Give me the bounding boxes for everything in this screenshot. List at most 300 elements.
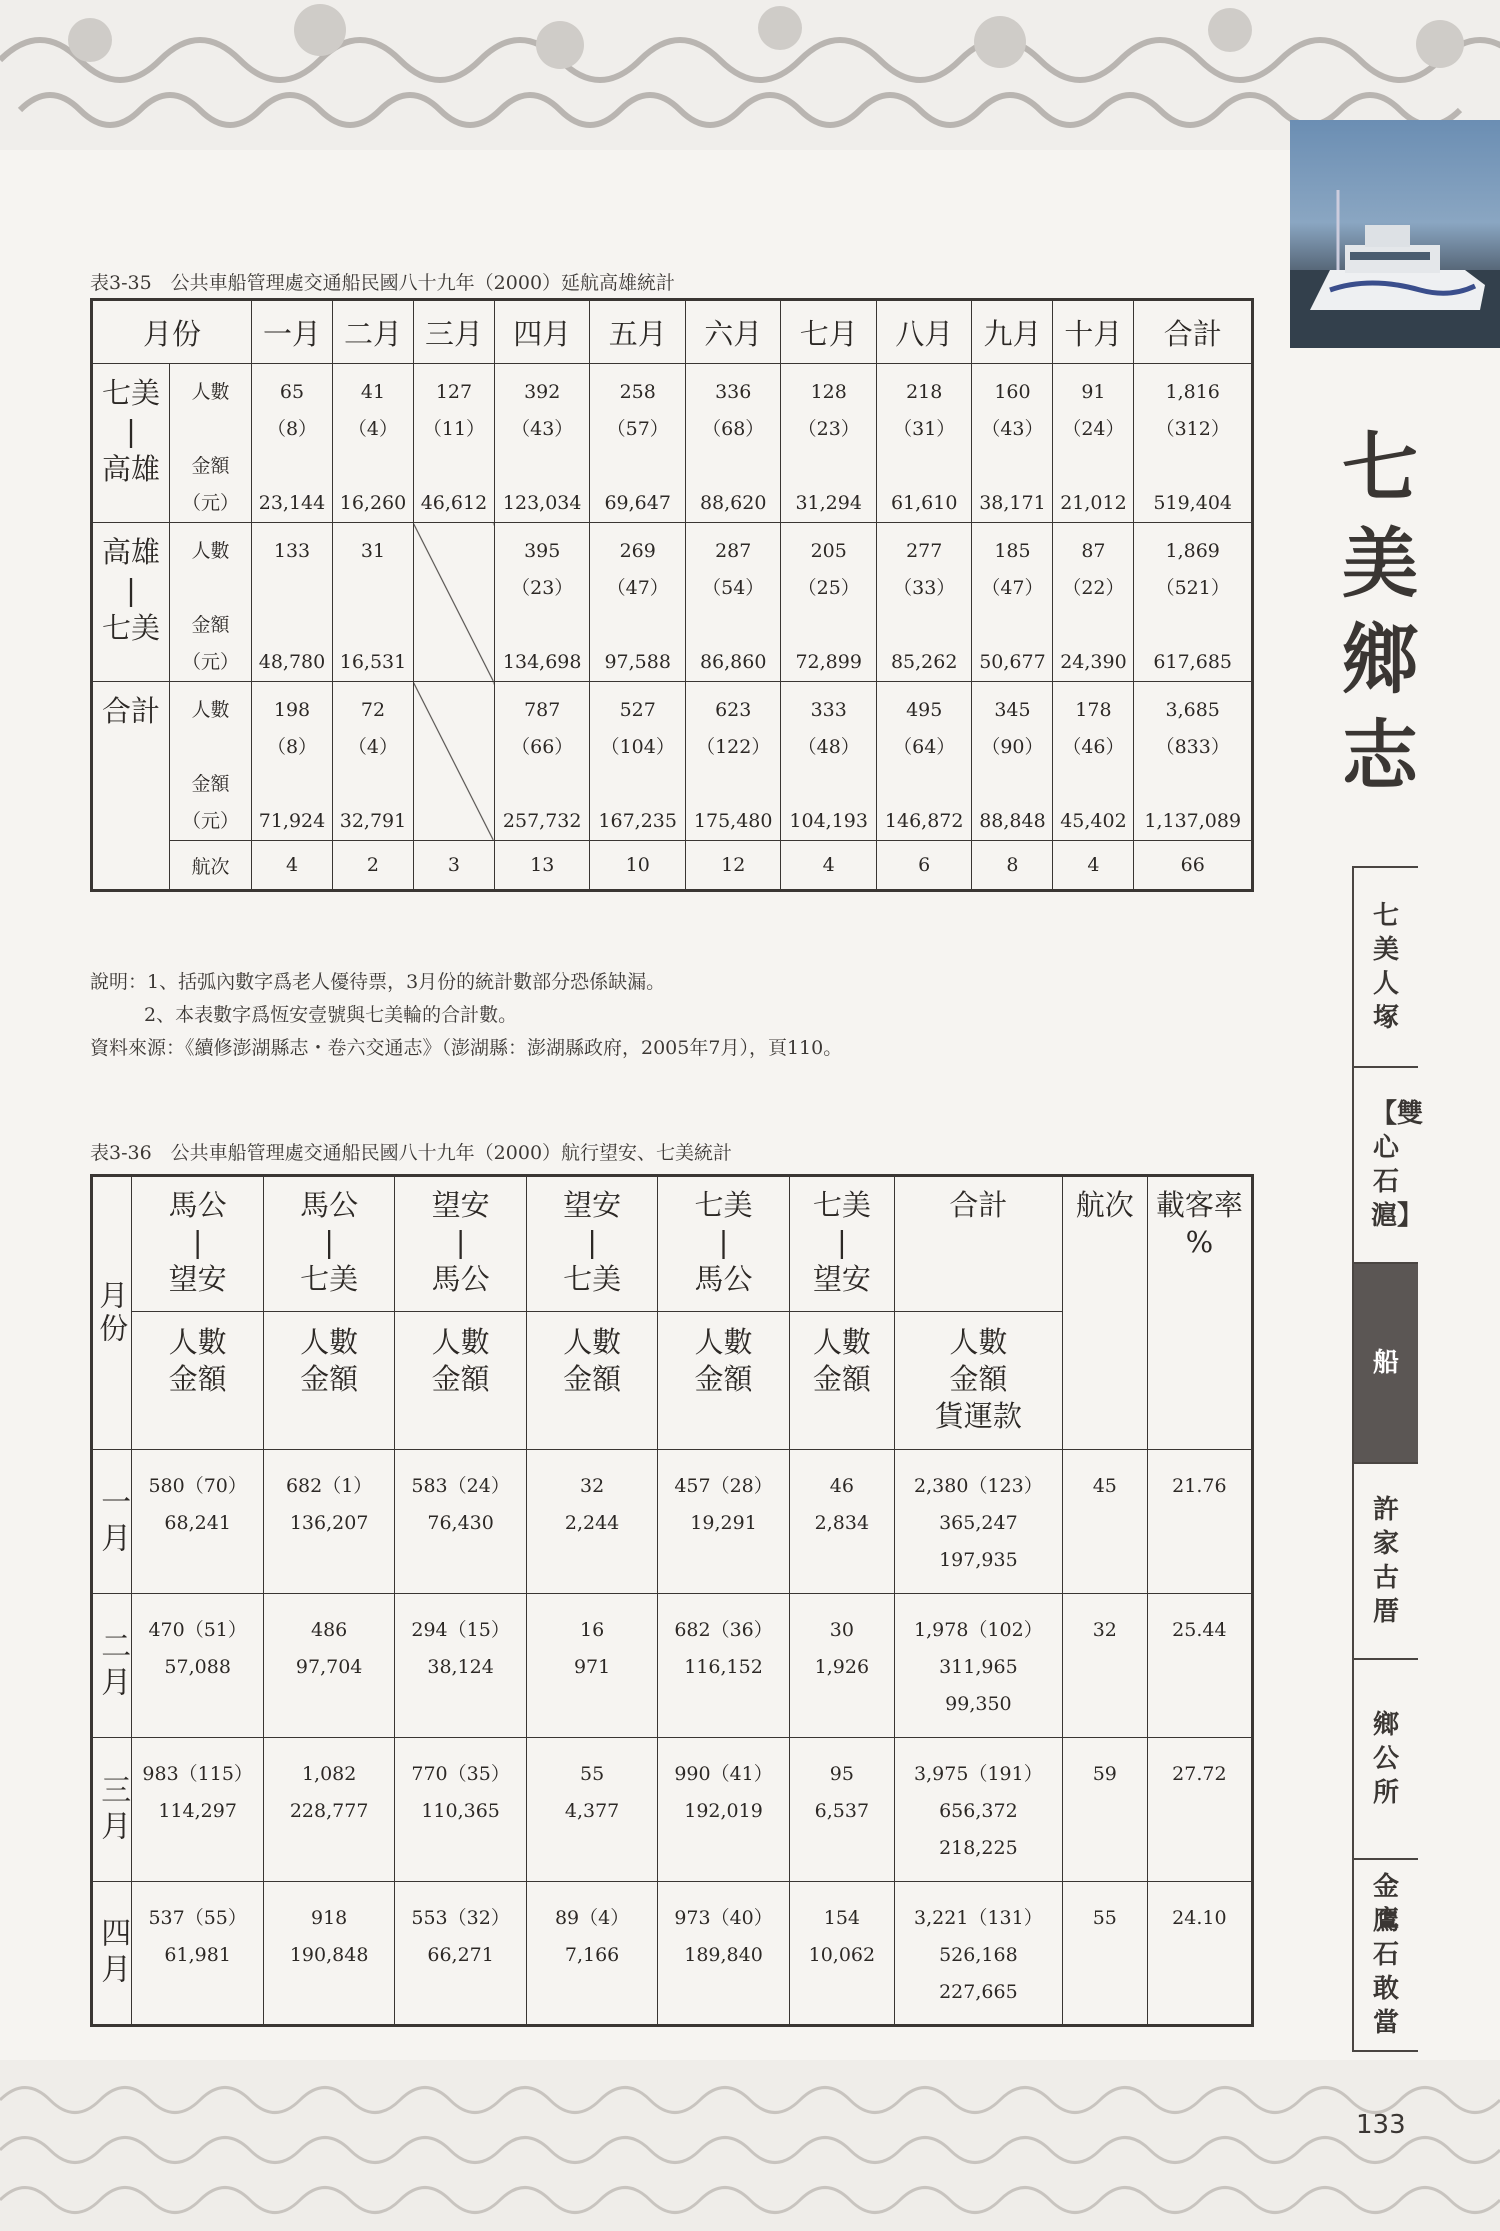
cell-spacer (333, 766, 413, 803)
title-char: 鄉 (1342, 615, 1418, 704)
route-header (526, 1176, 657, 1312)
unit-label: 金額 (431, 1362, 490, 1396)
data-cell (413, 523, 494, 682)
route-header (132, 1176, 263, 1312)
route-header (263, 1176, 394, 1312)
cell-people: 178 (1075, 699, 1112, 721)
cell-amount: 71,924 (258, 810, 326, 832)
cell-spacer (877, 448, 972, 485)
route-header-part: | (836, 1225, 847, 1259)
cell-amount: 76,430 (427, 1512, 494, 1534)
data-cell (1134, 364, 1253, 523)
cell-amount: 46,612 (420, 492, 488, 514)
route-cell (526, 1450, 657, 1594)
measure-label: （元） (181, 651, 239, 673)
cloud-decoration-top (0, 0, 1500, 150)
data-cell (972, 682, 1053, 841)
route-cell (789, 1450, 894, 1594)
cell-amount: 16,531 (339, 651, 407, 673)
data-cell (1053, 523, 1134, 682)
units-header (263, 1312, 394, 1450)
units-header (789, 1312, 894, 1450)
route-header-part: | (718, 1225, 729, 1259)
cell-spacer (1134, 448, 1251, 485)
route-cell (658, 1594, 789, 1738)
cell-spacer (495, 448, 590, 485)
table35-trips-row (92, 841, 1253, 891)
cell-spacer (414, 766, 494, 803)
note-line: 說明：1、括弧內數字爲老人優待票，3月份的統計數部分恐係缺漏。 (90, 971, 666, 993)
cell-amount: 2,244 (564, 1512, 620, 1534)
cell-people: 16 (579, 1619, 605, 1641)
note-line: 2、本表數字爲恆安壹號與七美輪的合計數。 (144, 1004, 518, 1026)
cell-people: 294（15） (411, 1619, 510, 1641)
cell-spacer (495, 766, 590, 803)
table35-group-row (92, 364, 1253, 523)
units-header (395, 1312, 526, 1450)
title-char: 志 (1342, 711, 1418, 800)
cell-elders: （54） (702, 577, 765, 599)
cell-amount: 32,791 (339, 810, 407, 832)
cell-people: 787 (524, 699, 561, 721)
load-rate-cell: 21.76 (1147, 1450, 1252, 1594)
table36-month-row (92, 1738, 1253, 1882)
cell-amount: 617,685 (1153, 651, 1232, 673)
note-line: 資料來源：《續修澎湖縣志・卷六交通志》（澎湖縣：澎湖縣政府，2005年7月），頁110。 (90, 1037, 843, 1059)
cell-people: 682（36） (674, 1619, 773, 1641)
header-cell: 六月 (685, 300, 781, 364)
total-value: 311,965 (939, 1656, 1018, 1678)
measure-label: 金額 (191, 614, 230, 636)
route-cell (789, 1594, 894, 1738)
cell-amount: 123,034 (502, 492, 582, 514)
cell-people (414, 533, 494, 570)
header-cell: 月份 (92, 300, 252, 364)
cell-amount: 88,848 (979, 810, 1046, 832)
route-header-part: 望安 (812, 1262, 871, 1296)
load-rate-label: 載客率 (1155, 1188, 1243, 1222)
data-cell (590, 523, 686, 682)
cell-spacer (972, 448, 1052, 485)
month-label: 三月 (92, 1738, 132, 1882)
cell-people: 91 (1081, 381, 1106, 403)
cell-people: 198 (273, 699, 311, 721)
cell-elders (414, 570, 494, 607)
cell-amount: 86,860 (699, 651, 767, 673)
route-cell (263, 1738, 394, 1882)
total-value: 3,221（131） (914, 1907, 1043, 1929)
cell-elders: （11） (422, 418, 486, 440)
route-header-part: 馬公 (431, 1262, 490, 1296)
header-cell: 三月 (413, 300, 494, 364)
cell-amount: 21,012 (1060, 492, 1127, 514)
route-cell (789, 1738, 894, 1882)
cell-amount: 175,480 (693, 810, 773, 832)
table35-header-row (92, 300, 1253, 364)
tab-twin-hearts-weir[interactable]: 【雙心石滬】 (1354, 1068, 1418, 1264)
cell-people: 185 (994, 540, 1031, 562)
cell-amount: 167,235 (598, 810, 677, 832)
measure-label (170, 570, 251, 607)
route-header (789, 1176, 894, 1312)
cell-elders: （8） (266, 736, 318, 758)
route-header (658, 1176, 789, 1312)
cell-spacer (686, 607, 781, 644)
cell-people: 41 (360, 381, 386, 403)
trips-header: 航次 (1062, 1176, 1147, 1450)
cell-elders: （23） (511, 577, 574, 599)
data-cell (252, 523, 333, 682)
cell-elders: （23） (797, 418, 860, 440)
cell-spacer (781, 607, 876, 644)
table35-group-row (92, 523, 1253, 682)
route-header-part: 七美 (694, 1188, 753, 1222)
trips-cell: 55 (1062, 1882, 1147, 2026)
cell-elders: （833） (1155, 736, 1230, 758)
cell-elders: （122） (696, 736, 771, 758)
unit-label: 人數 (949, 1325, 1008, 1359)
route-cell (658, 1450, 789, 1594)
measure-label: （元） (181, 492, 239, 514)
cell-people: 32 (579, 1475, 605, 1497)
trips-cell: 59 (1062, 1738, 1147, 1882)
cell-elders (252, 570, 332, 607)
cell-elders: （47） (606, 577, 669, 599)
cell-spacer (972, 766, 1052, 803)
cell-people: 277 (906, 540, 943, 562)
cell-spacer (414, 448, 494, 485)
data-cell (413, 682, 494, 841)
cell-spacer (333, 448, 413, 485)
route-cell (658, 1738, 789, 1882)
route-label-part: | (126, 414, 136, 448)
title-char: 美 (1342, 519, 1418, 608)
header-cell: 七月 (781, 300, 877, 364)
cell-people: 1,869 (1165, 540, 1220, 562)
route-header (395, 1176, 526, 1312)
route-label (92, 364, 170, 523)
data-cell (781, 682, 877, 841)
cell-amount: 519,404 (1153, 492, 1232, 514)
cell-amount: 971 (573, 1656, 611, 1678)
tab-hsu-house[interactable]: 許家古厝 (1354, 1464, 1418, 1660)
cell-elders: （31） (893, 418, 956, 440)
cell-amount: 57,088 (164, 1656, 231, 1678)
cell-amount: 136,207 (289, 1512, 369, 1534)
cell-elders (333, 570, 413, 607)
total-cell (894, 1882, 1062, 2026)
measure-label (170, 411, 251, 448)
cell-amount: 10,062 (808, 1944, 876, 1966)
route-cell (263, 1594, 394, 1738)
unit-label: 人數 (694, 1325, 753, 1359)
wave-decoration-bottom (0, 2060, 1500, 2231)
total-value: 656,372 (939, 1800, 1018, 1822)
measure-label: （元） (181, 810, 239, 832)
route-label-part: 七美 (101, 376, 160, 410)
measure-label (170, 729, 251, 766)
route-label (92, 523, 170, 682)
cell-amount: 104,193 (789, 810, 868, 832)
tab-township-office[interactable]: 鄉公所 (1354, 1660, 1418, 1860)
measure-label: 人數 (191, 540, 230, 562)
cell-elders: （68） (702, 418, 765, 440)
table35-notes (90, 966, 842, 1065)
route-label-part: 高雄 (101, 452, 160, 486)
trips-cell: 3 (413, 841, 494, 891)
cell-elders: （43） (981, 418, 1044, 440)
cell-elders: （57） (606, 418, 669, 440)
data-cell (413, 364, 494, 523)
cell-amount: 61,610 (890, 492, 958, 514)
cell-people: 983（115） (142, 1763, 253, 1785)
cell-elders: （90） (981, 736, 1044, 758)
unit-label: 金額 (694, 1362, 753, 1396)
total-value: 197,935 (939, 1549, 1018, 1571)
total-cell (894, 1738, 1062, 1882)
cell-amount: 85,262 (890, 651, 958, 673)
cell-elders: （312） (1155, 418, 1230, 440)
cell-people: 682（1） (285, 1475, 373, 1497)
cell-amount: 38,171 (979, 492, 1046, 514)
route-header-part: | (192, 1225, 203, 1259)
month-header: 月份 (92, 1176, 132, 1450)
cell-spacer (414, 607, 494, 644)
cell-people: 218 (906, 381, 943, 403)
cell-people: 345 (994, 699, 1031, 721)
month-label: 一月 (92, 1450, 132, 1594)
total-value: 1,978（102） (914, 1619, 1043, 1641)
cell-amount: 31,294 (795, 492, 862, 514)
cell-people: 457（28） (674, 1475, 773, 1497)
route-cell (263, 1450, 394, 1594)
total-value: 526,168 (939, 1944, 1018, 1966)
trips-cell: 32 (1062, 1594, 1147, 1738)
route-header-part: 馬公 (168, 1188, 227, 1222)
table36 (90, 1174, 1254, 2027)
tab-qimei-tomb[interactable]: 七美人塚 (1354, 868, 1418, 1068)
cell-elders (414, 729, 494, 766)
measure-label: 金額 (191, 455, 230, 477)
cell-spacer (877, 766, 972, 803)
cell-people: 392 (524, 381, 561, 403)
total-value: 365,247 (939, 1512, 1018, 1534)
unit-label: 金額 (563, 1362, 622, 1396)
tab-boat[interactable]: 船 (1354, 1264, 1418, 1464)
unit-label: 人數 (431, 1325, 490, 1359)
header-cell: 合計 (1134, 300, 1253, 364)
cell-amount: 2,834 (814, 1512, 870, 1534)
cell-elders: （8） (266, 418, 318, 440)
cell-amount: 16,260 (339, 492, 407, 514)
cell-people: 395 (524, 540, 561, 562)
cell-amount: 6,537 (814, 1800, 870, 1822)
cell-people: 3,685 (1165, 699, 1220, 721)
measure-labels (170, 364, 252, 523)
cell-elders: （48） (797, 736, 860, 758)
route-cell (658, 1882, 789, 2026)
header-cell: 一月 (252, 300, 333, 364)
cell-elders: （24） (1062, 418, 1125, 440)
total-value: 2,380（123） (914, 1475, 1043, 1497)
data-cell (332, 523, 413, 682)
route-cell (395, 1450, 526, 1594)
load-rate-header (1147, 1176, 1252, 1450)
table36-body (92, 1176, 1253, 2026)
cell-people: 55 (579, 1763, 605, 1785)
data-cell (685, 523, 781, 682)
cell-elders: （521） (1155, 577, 1230, 599)
cell-people: 269 (619, 540, 656, 562)
data-cell (1134, 682, 1253, 841)
cell-people: 1,816 (1165, 381, 1220, 403)
cell-people: 470（51） (148, 1619, 247, 1641)
route-cell (132, 1450, 263, 1594)
data-cell (685, 682, 781, 841)
data-cell (876, 523, 972, 682)
data-cell (252, 364, 333, 523)
cell-people: 128 (810, 381, 847, 403)
cell-amount: 69,647 (604, 492, 671, 514)
cell-amount: 1,137,089 (1144, 810, 1242, 832)
cell-people: 287 (715, 540, 752, 562)
cell-people: 154 (823, 1907, 860, 1929)
route-header-part: | (324, 1225, 335, 1259)
trips-cell: 6 (876, 841, 972, 891)
route-cell (132, 1882, 263, 2026)
cell-amount: 88,620 (699, 492, 767, 514)
measure-labels (170, 523, 252, 682)
data-cell (252, 682, 333, 841)
cell-people: 580（70） (148, 1475, 247, 1497)
data-cell (972, 364, 1053, 523)
cell-people: 258 (619, 381, 656, 403)
cell-people: 495 (906, 699, 943, 721)
cell-people: 537（55） (148, 1907, 247, 1929)
cell-people: 623 (715, 699, 752, 721)
unit-label: 人數 (168, 1325, 227, 1359)
cell-people: 1,082 (301, 1763, 357, 1785)
data-cell (1053, 682, 1134, 841)
data-cell (332, 682, 413, 841)
cell-spacer (1134, 607, 1251, 644)
ferry-photo (1290, 120, 1500, 348)
cell-people: 990（41） (674, 1763, 773, 1785)
trips-label: 航次 (170, 841, 252, 891)
unit-label: 人數 (812, 1325, 871, 1359)
total-header: 合計 (894, 1176, 1062, 1312)
cell-elders: （64） (893, 736, 956, 758)
route-cell (789, 1882, 894, 2026)
table35-caption: 表3-35 公共車船管理處交通船民國八十九年（2000）延航高雄統計 (90, 272, 676, 294)
table36-header-row (92, 1176, 1253, 1312)
cell-spacer (590, 607, 685, 644)
trips-cell: 4 (1053, 841, 1134, 891)
cell-amount: 97,704 (295, 1656, 363, 1678)
table35-body (92, 364, 1253, 891)
measure-label: 人數 (191, 381, 230, 403)
header-cell: 五月 (590, 300, 686, 364)
cell-amount (414, 644, 494, 681)
route-header-part: 七美 (300, 1262, 359, 1296)
tab-eagle-stone[interactable]: 金鷹石敢當 (1372, 1872, 1399, 2038)
route-cell (263, 1882, 394, 2026)
route-header-part: | (455, 1225, 466, 1259)
cell-amount: 114,297 (158, 1800, 237, 1822)
chapter-tabs (1352, 866, 1424, 2052)
cell-elders: （25） (797, 577, 860, 599)
measure-labels (170, 682, 252, 841)
route-label-part: 七美 (101, 611, 160, 645)
route-cell (132, 1594, 263, 1738)
route-label-part: 高雄 (101, 535, 160, 569)
cell-amount: 7,166 (564, 1944, 620, 1966)
cell-people: 333 (810, 699, 847, 721)
route-cell (395, 1738, 526, 1882)
trips-cell: 4 (252, 841, 333, 891)
total-units-header (894, 1312, 1062, 1450)
cell-amount: 50,677 (979, 651, 1046, 673)
cell-spacer (333, 607, 413, 644)
load-rate-cell: 25.44 (1147, 1594, 1252, 1738)
cell-people: 133 (273, 540, 311, 562)
header-cell: 二月 (332, 300, 413, 364)
cell-people: 127 (435, 381, 473, 403)
cell-amount: 134,698 (502, 651, 582, 673)
cell-people: 553（32） (411, 1907, 510, 1929)
unit-label: 金額 (300, 1362, 359, 1396)
table35 (90, 298, 1254, 892)
data-cell (781, 364, 877, 523)
cell-people: 973（40） (674, 1907, 773, 1929)
data-cell (332, 364, 413, 523)
cell-people: 31 (360, 540, 386, 562)
unit-label: 金額 (812, 1362, 871, 1396)
unit-label: 貨運款 (934, 1399, 1022, 1433)
route-header-part: 馬公 (694, 1262, 753, 1296)
cell-people (414, 692, 494, 729)
cell-spacer (1053, 607, 1133, 644)
cell-amount: 110,365 (421, 1800, 500, 1822)
total-value: 3,975（191） (914, 1763, 1043, 1785)
cell-people: 30 (829, 1619, 854, 1641)
cell-people: 46 (829, 1475, 854, 1497)
cell-elders: （43） (511, 418, 574, 440)
cell-amount: 45,402 (1060, 810, 1127, 832)
cell-spacer (781, 766, 876, 803)
title-char: 七 (1342, 423, 1418, 512)
measure-label: 人數 (191, 699, 230, 721)
data-cell (972, 523, 1053, 682)
cell-elders: （4） (347, 736, 399, 758)
cell-amount: 192,019 (684, 1800, 763, 1822)
trips-cell: 2 (332, 841, 413, 891)
cell-spacer (1053, 766, 1133, 803)
cell-amount: 257,732 (502, 810, 582, 832)
cell-spacer (1134, 766, 1251, 803)
header-cell: 九月 (972, 300, 1053, 364)
load-rate-unit: % (1185, 1225, 1214, 1259)
cell-amount: 190,848 (289, 1944, 369, 1966)
month-label: 四月 (92, 1882, 132, 2026)
cell-amount: 38,124 (427, 1656, 494, 1678)
table36-month-row (92, 1450, 1253, 1594)
route-cell (526, 1738, 657, 1882)
cell-amount: 97,588 (604, 651, 671, 673)
cell-amount: 116,152 (684, 1656, 763, 1678)
table36-month-row (92, 1594, 1253, 1738)
cell-amount: 1,926 (814, 1656, 870, 1678)
